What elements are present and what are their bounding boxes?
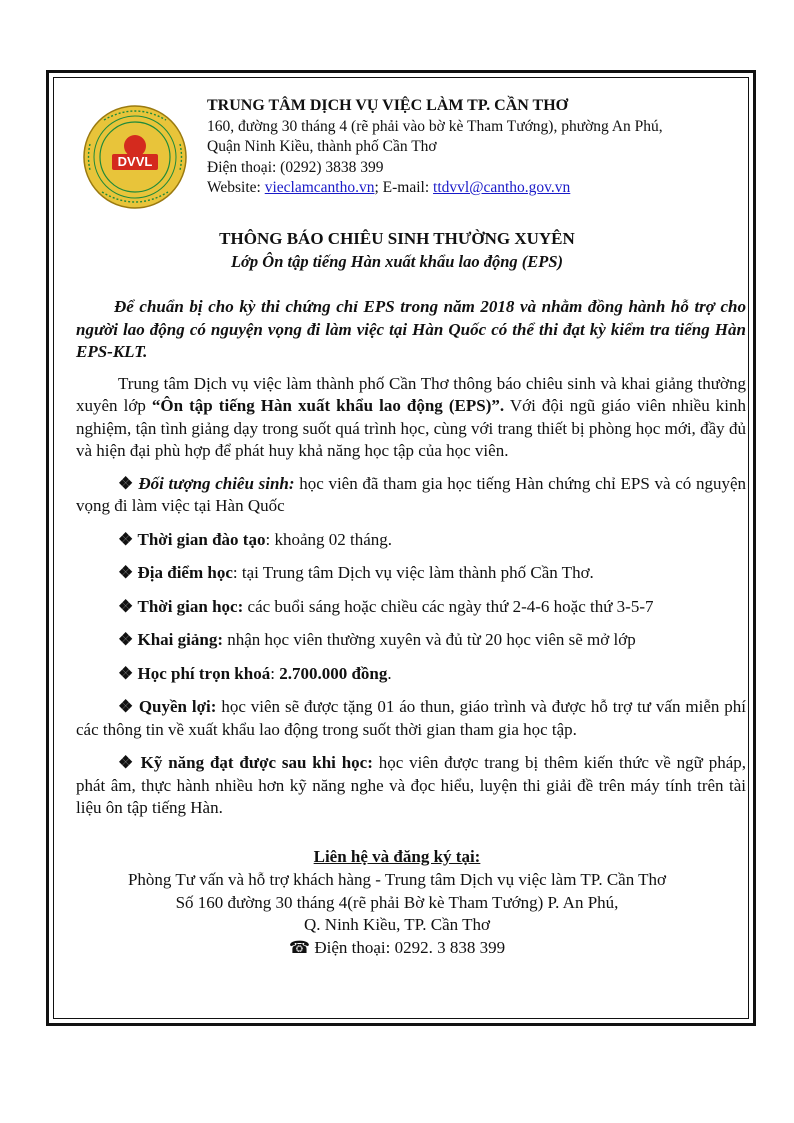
bullet-benefits: ❖ Quyền lợi: học viên sẽ được tặng 01 áo thun, giáo trình và được hỗ trợ tư vấn miễn phí các thông tin về xuất khẩu lao động trong suốt thời gian tham gia học tập. bbox=[76, 697, 746, 739]
bullet-location: ❖ Địa điểm học: tại Trung tâm Dịch vụ việc làm thành phố Cần Thơ. bbox=[118, 563, 594, 582]
phone-icon: ☎ bbox=[288, 938, 311, 958]
contact-office: Phòng Tư vấn và hỗ trợ khách hàng - Trung tâm Dịch vụ việc làm TP. Cần Thơ bbox=[127, 869, 667, 889]
email-label: ; E-mail: bbox=[374, 179, 434, 196]
bullet-icon: ❖ bbox=[118, 473, 134, 493]
course-name: “Ôn tập tiếng Hàn xuất khẩu lao động (EPS)”. bbox=[151, 396, 505, 415]
bullet-icon: ❖ bbox=[118, 753, 135, 772]
tuition-amount: 2.700.000 đồng bbox=[279, 663, 388, 683]
bullet-icon: ❖ bbox=[118, 596, 134, 616]
letterhead bbox=[207, 96, 747, 199]
address-line-1: 160, đường 30 tháng 4 (rẽ phải vào bờ kè Tham Tướng), phường An Phú, bbox=[207, 117, 663, 135]
bullet-icon: ❖ bbox=[118, 630, 134, 649]
contact-address-1: Số 160 đường 30 tháng 4(rẽ phải Bờ kè Tham Tướng) P. An Phú, bbox=[175, 892, 619, 912]
bullet-skills: ❖ Kỹ năng đạt được sau khi học: học viên được trang bị thêm kiến thức về ngữ pháp, phát âm, thực hành nhiều hơn kỹ năng nghe và đọc hiểu, luyện thi giải đề trên máy tính trên tài liệu ôn tập tiếng Hàn. bbox=[76, 753, 747, 817]
intro-paragraph: Để chuẩn bị cho kỳ thi chứng chỉ EPS trong năm 2018 và nhằm đồng hành hỗ trợ cho người lao động có nguyện vọng đi làm việc tại Hàn Quốc có thể thi đạt kỳ kiểm tra tiếng Hàn EPS-KLT. bbox=[76, 297, 746, 361]
bullet-icon: ❖ bbox=[118, 529, 134, 549]
logo-text: DVVL bbox=[117, 154, 153, 169]
website-label: Website: bbox=[207, 179, 265, 196]
bullet-icon: ❖ bbox=[118, 697, 134, 716]
description-paragraph: Trung tâm Dịch vụ việc làm thành phố Cần Thơ thông báo chiêu sinh và khai giảng thường xuyên lớp “Ôn tập tiếng Hàn xuất khẩu lao động (EPS)”. Với đội ngũ giáo viên nhiều kinh nghiệm, tận tình giảng dạy trong suốt quá trình học, cùng với trang thiết bị phòng học mới, đầy đủ và hiện đại phù hợp để phát huy khả năng học tập của học viên. bbox=[76, 373, 747, 460]
bullet-icon: ❖ bbox=[118, 663, 134, 683]
notice-title: THÔNG BÁO CHIÊU SINH THƯỜNG XUYÊN bbox=[219, 229, 575, 248]
bullet-schedule: ❖ Thời gian học: các buổi sáng hoặc chiều các ngày thứ 2-4-6 hoặc thứ 3-5-7 bbox=[118, 596, 654, 616]
bullet-target-students: ❖ Đối tượng chiêu sinh: học viên đã tham gia học tiếng Hàn chứng chỉ EPS và có nguyện vọng đi làm việc tại Hàn Quốc bbox=[76, 473, 747, 515]
contact-address-2: Q. Ninh Kiều, TP. Cần Thơ bbox=[304, 915, 490, 935]
contact-phone-line bbox=[0, 937, 794, 960]
contact-title: Liên hệ và đăng ký tại: bbox=[313, 847, 481, 866]
notice-body bbox=[76, 296, 746, 831]
address-line-2: Quận Ninh Kiều, thành phố Cần Thơ bbox=[207, 138, 437, 155]
dvvl-logo bbox=[82, 104, 188, 210]
bullet-icon: ❖ bbox=[118, 563, 134, 582]
phone-number: Điện thoại: (0292) 3838 399 bbox=[207, 158, 384, 176]
website-link[interactable]: vieclamcantho.vn bbox=[264, 179, 375, 196]
web-contact-line bbox=[207, 178, 747, 199]
bullet-opening: ❖ Khai giảng: nhận học viên thường xuyên và đủ từ 20 học viên sẽ mở lớp bbox=[118, 630, 636, 649]
email-link[interactable]: ttdvvl@cantho.gov.vn bbox=[433, 179, 571, 196]
contact-block bbox=[0, 846, 794, 960]
notice-subtitle: Lớp Ôn tập tiếng Hàn xuất khẩu lao động (EPS) bbox=[230, 252, 564, 271]
bullet-duration: ❖ Thời gian đào tạo: khoảng 02 tháng. bbox=[118, 529, 393, 549]
bullet-tuition: ❖ Học phí trọn khoá: 2.700.000 đồng. bbox=[118, 663, 392, 683]
organization-name: TRUNG TÂM DỊCH VỤ VIỆC LÀM TP. CẦN THƠ bbox=[207, 97, 569, 114]
contact-phone: Điện thoại: 0292. 3 838 399 bbox=[310, 938, 506, 958]
